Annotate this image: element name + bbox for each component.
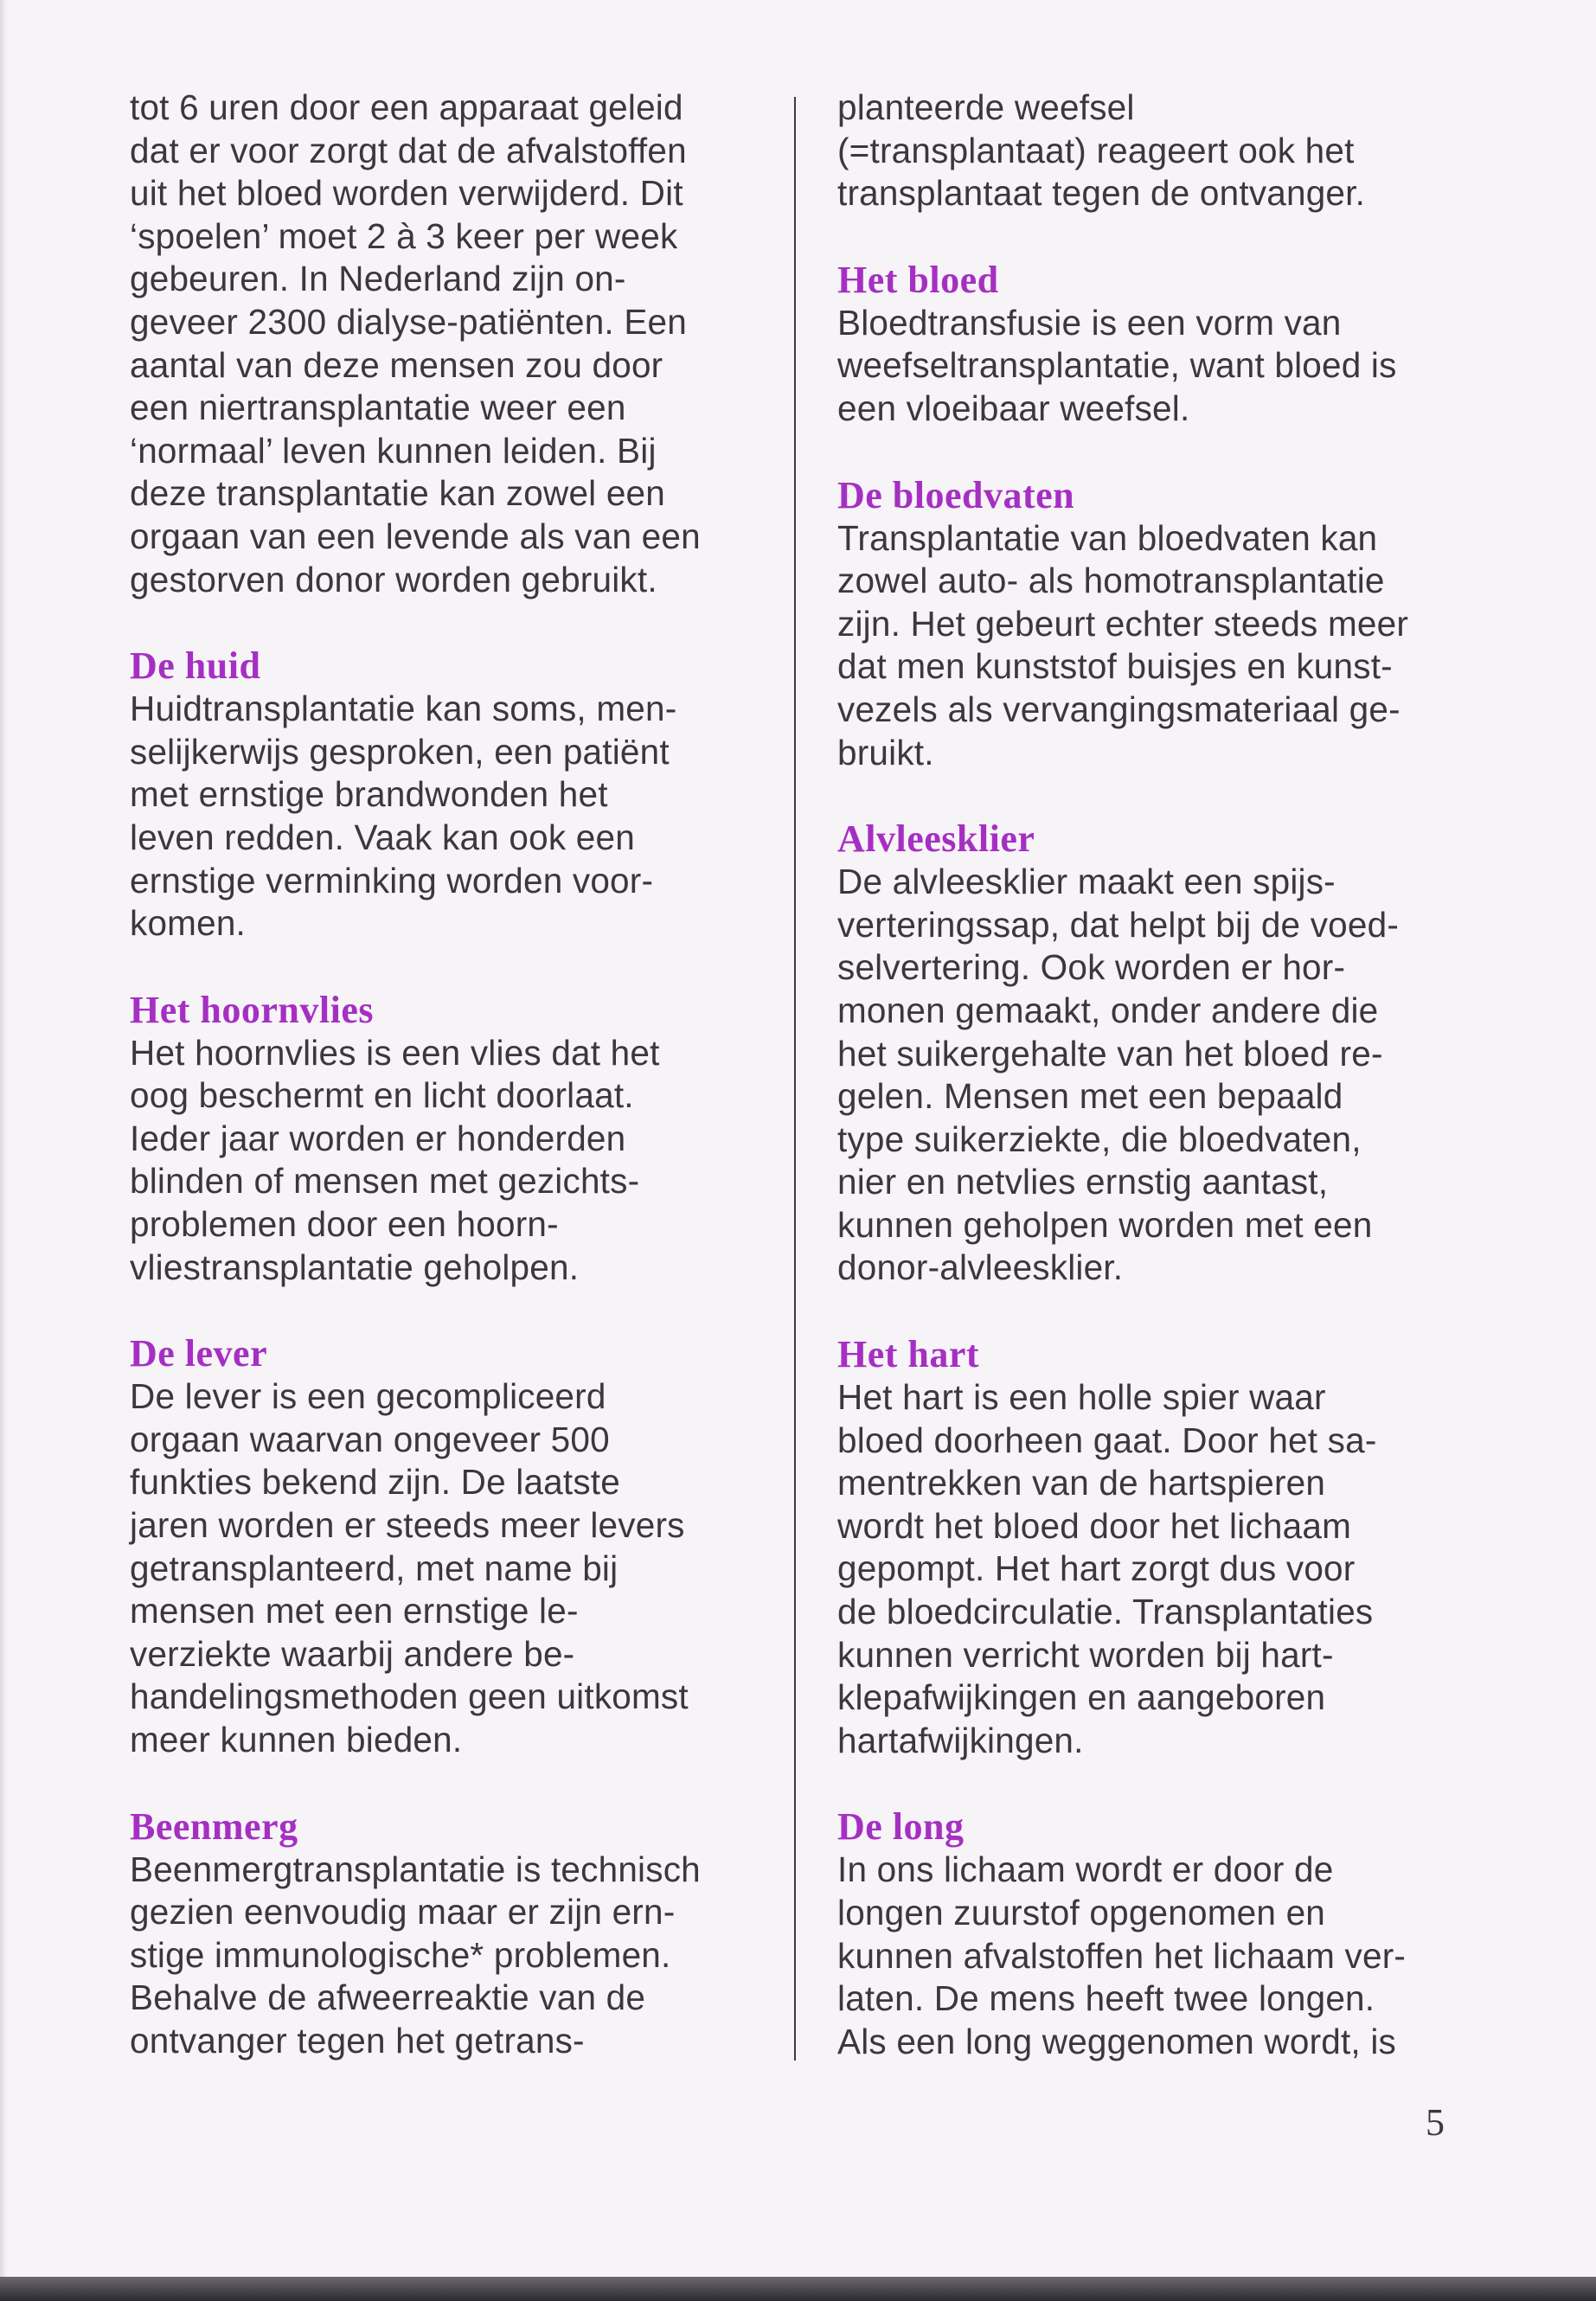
section-de-long bbox=[837, 1805, 1460, 2063]
section-heading: Het hart bbox=[837, 1333, 980, 1376]
right-column bbox=[837, 87, 1460, 2063]
right-intro-text: planteerde weefsel (=transplantaat) reageert ook het transplantaat tegen de ontvanger. bbox=[837, 87, 1366, 214]
page-number: 5 bbox=[1426, 2101, 1445, 2144]
section-text: Het hart is een holle spier waar bloed doorheen gaat. Door het sa- mentrekken van de hartspieren wordt het bloed door het lichaam gepompt. Het hart zorgt dus voor de bloedcirculatie. Transplantaties kunnen verricht worden bij hart- klepafwijkingen en aangeboren hartafwijkingen. bbox=[837, 1377, 1377, 1760]
section-text: De alvleesklier maakt een spijs- verteringssap, dat helpt bij de voed- selvertering. Ook worden er hor- monen gemaakt, onder andere die het suikergehalte van het bloed re- gelen. Mensen met een bepaald type suikerziekte, die bloedvaten, nier en netvlies ernstig aantast, kunnen geholpen worden met een donor-alvleesklier. bbox=[837, 862, 1400, 1288]
section-heading: De huid bbox=[130, 644, 261, 688]
left-column bbox=[130, 87, 753, 2063]
section-heading: De lever bbox=[130, 1332, 268, 1375]
section-text: De lever is een gecompliceerd orgaan waarvan ongeveer 500 funkties bekend zijn. De laatste jaren worden er steeds meer levers getransplanteerd, met name bij mensen met een ernstige le- verziekte waarbij andere be- handelingsmethoden geen uitkomst meer kunnen bieden. bbox=[130, 1376, 689, 1759]
section-het-bloed bbox=[837, 259, 1460, 431]
section-text: Huidtransplantatie kan soms, men- selijkerwijs gesproken, een patiënt met ernstige brandwonden het leven redden. Vaak kan ook een ernstige verminking worden voor- komen. bbox=[130, 689, 677, 944]
section-heading: Beenmerg bbox=[130, 1804, 298, 1848]
section-heading: Het hoornvlies bbox=[130, 988, 374, 1031]
section-de-lever bbox=[130, 1332, 753, 1761]
section-text: In ons lichaam wordt er door de longen zuurstof opgenomen en kunnen afvalstoffen het lichaam ver- laten. De mens heeft twee longen. Als een long weggenomen wordt, is bbox=[837, 1849, 1407, 2061]
section-het-hart bbox=[837, 1333, 1460, 1762]
section-beenmerg bbox=[130, 1805, 753, 2063]
section-alvleesklier bbox=[837, 817, 1460, 1290]
section-text: Transplantatie van bloedvaten kan zowel auto- als homotransplantatie zijn. Het gebeurt echter steeds meer dat men kunststof buisjes en kunst- vezels als vervangingsmateriaal ge- bruikt. bbox=[837, 517, 1409, 772]
section-heading: Het bloed bbox=[837, 258, 999, 301]
section-de-bloedvaten bbox=[837, 474, 1460, 775]
page-edge bbox=[0, 0, 7, 2301]
section-heading: De long bbox=[837, 1805, 965, 1849]
section-de-huid bbox=[130, 644, 753, 945]
page-bottom-edge bbox=[0, 2277, 1596, 2301]
section-text: Bloedtransfusie is een vorm van weefseltransplantatie, want bloed is een vloeibaar weefsel. bbox=[837, 302, 1397, 428]
section-heading: Alvleesklier bbox=[837, 817, 1035, 861]
section-het-hoornvlies bbox=[130, 989, 753, 1290]
column-divider bbox=[794, 97, 796, 2061]
section-heading: De bloedvaten bbox=[837, 473, 1075, 516]
left-intro-text: tot 6 uren door een apparaat geleid dat er voor zorgt dat de afvalstoffen uit het bloed worden verwijderd. Dit ‘spoelen’ moet 2 à 3 keer per week gebeuren. In Nederland zijn on- geveer 2300 dialyse-patiënten. Een aantal van deze mensen zou door een niertransplantatie weer een ‘normaal’ leven kunnen leiden. Bij deze transplantatie kan zowel een orgaan van een levende als van een gestorven donor worden gebruikt. bbox=[130, 87, 701, 599]
section-text: Het hoornvlies is een vlies dat het oog beschermt en licht doorlaat. Ieder jaar worden er honderden blinden of mensen met gezichts- problemen door een hoorn- vliestransplantatie geholpen. bbox=[130, 1032, 660, 1287]
section-text: Beenmergtransplantatie is technisch gezien eenvoudig maar er zijn ern- stige immunologische* problemen. Behalve de afweerreaktie van de ontvanger tegen het getrans- bbox=[130, 1849, 701, 2061]
